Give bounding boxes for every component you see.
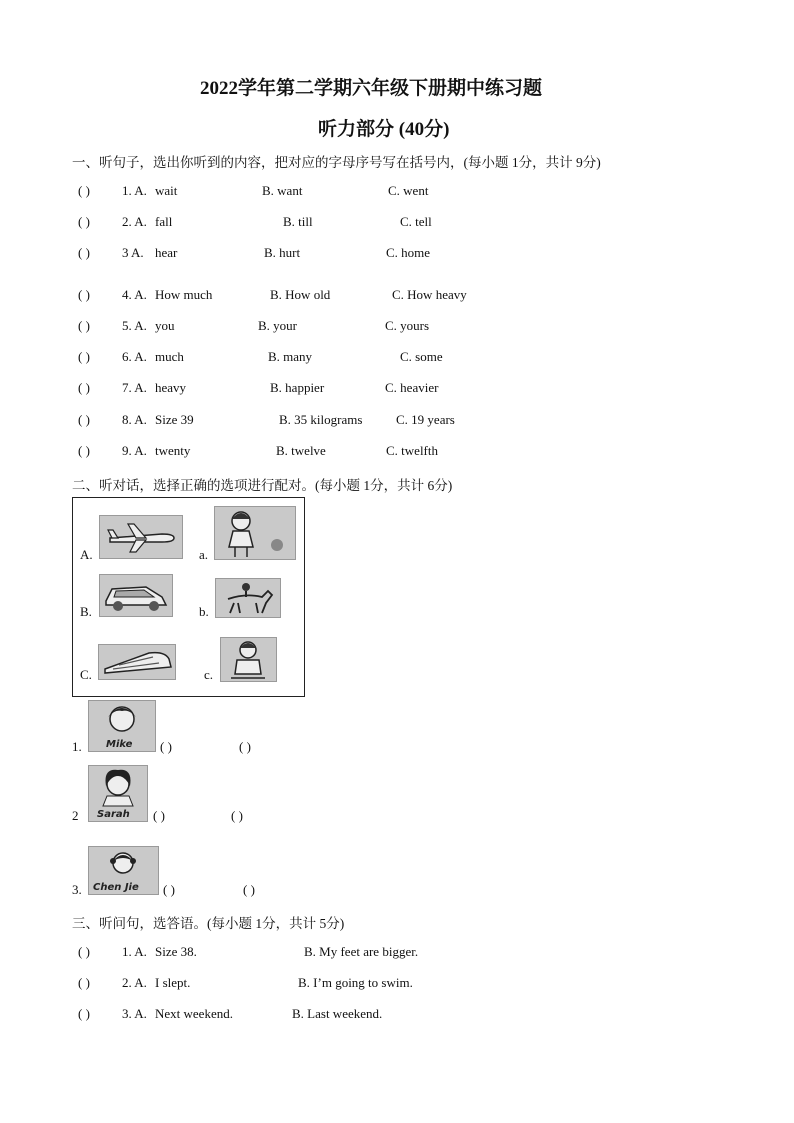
option-b: B. Last weekend. [292, 1006, 383, 1021]
page-subtitle: 听力部分 (40分) [318, 119, 450, 140]
answer-paren[interactable]: ( ) [78, 349, 90, 364]
option-c: C. yours [385, 318, 430, 333]
box-label: a. [199, 547, 209, 562]
train-icon [98, 644, 176, 680]
option-c: C. went [388, 183, 429, 198]
boy-icon [220, 637, 277, 682]
option-b: B. till [283, 214, 313, 229]
answer-paren[interactable]: ( ) [163, 882, 175, 897]
option-c: C. 19 years [396, 412, 455, 427]
avatar-name: Mike [106, 739, 133, 750]
box-label: C. [80, 667, 92, 682]
option-a: wait [155, 183, 178, 198]
option-a: fall [155, 214, 173, 229]
box-label: c. [204, 667, 214, 682]
question-number: 3. A. [122, 1006, 147, 1021]
option-a: Next weekend. [155, 1006, 233, 1021]
option-b: B. want [262, 183, 303, 198]
answer-paren[interactable]: ( ) [78, 443, 90, 458]
option-a: heavy [155, 380, 187, 395]
answer-paren[interactable]: ( ) [78, 1006, 90, 1021]
sarah-avatar-icon [88, 765, 148, 822]
question-number: 1. A. [122, 944, 147, 959]
option-b: B. My feet are bigger. [304, 944, 419, 959]
option-a: twenty [155, 443, 191, 458]
question-number: 4. A. [122, 287, 147, 302]
question-number: 1. [72, 739, 82, 754]
option-c: C. tell [400, 214, 432, 229]
car-icon [99, 574, 173, 617]
girl-icon [214, 506, 296, 560]
section3-heading: 三、听问句，选答语。(每小题 1分，共计 5分) [72, 916, 345, 931]
option-a: you [155, 318, 175, 333]
option-a: hear [155, 245, 178, 260]
plane-icon [99, 515, 183, 559]
answer-paren[interactable]: ( ) [160, 739, 172, 754]
answer-paren[interactable]: ( ) [153, 808, 165, 823]
option-b: B. hurt [264, 245, 301, 260]
answer-paren[interactable]: ( ) [239, 739, 251, 754]
question-number: 5. A. [122, 318, 147, 333]
question-number: 8. A. [122, 412, 147, 427]
answer-paren[interactable]: ( ) [78, 412, 90, 427]
answer-paren[interactable]: ( ) [78, 318, 90, 333]
answer-paren[interactable]: ( ) [78, 183, 90, 198]
option-b: B. 35 kilograms [279, 412, 363, 427]
option-a: How much [155, 287, 213, 302]
option-a: I slept. [155, 975, 191, 990]
mike-avatar-icon [88, 700, 156, 752]
option-b: B. I’m going to swim. [298, 975, 413, 990]
option-c: C. twelfth [386, 443, 438, 458]
answer-paren[interactable]: ( ) [78, 287, 90, 302]
option-b: B. happier [270, 380, 325, 395]
question-number: 1. A. [122, 183, 147, 198]
avatar-name: Sarah [97, 809, 130, 820]
section1-heading: 一、听句子，选出你听到的内容，把对应的字母序号写在括号内，(每小题 1分，共计 9分) [72, 155, 601, 170]
answer-paren[interactable]: ( ) [78, 214, 90, 229]
answer-paren[interactable]: ( ) [243, 882, 255, 897]
option-c: C. How heavy [392, 287, 467, 302]
question-number: 9. A. [122, 443, 147, 458]
answer-paren[interactable]: ( ) [78, 380, 90, 395]
answer-paren[interactable]: ( ) [231, 808, 243, 823]
option-c: C. heavier [385, 380, 439, 395]
question-number: 3 A. [122, 245, 144, 260]
answer-paren[interactable]: ( ) [78, 944, 90, 959]
page-title: 2022学年第二学期六年级下册期中练习题 [200, 78, 543, 99]
box-label: A. [80, 547, 93, 562]
question-number: 2. A. [122, 975, 147, 990]
question-number: 2 [72, 808, 79, 823]
box-label: b. [199, 604, 209, 619]
option-a: much [155, 349, 184, 364]
option-c: C. home [386, 245, 431, 260]
question-number: 7. A. [122, 380, 147, 395]
option-b: B. How old [270, 287, 331, 302]
chen-jie-avatar-icon [88, 846, 159, 895]
option-a: Size 38. [155, 944, 197, 959]
option-a: Size 39 [155, 412, 194, 427]
option-b: B. twelve [276, 443, 326, 458]
horse-rider-icon [215, 578, 281, 618]
answer-paren[interactable]: ( ) [78, 975, 90, 990]
avatar-name: Chen Jie [93, 882, 139, 893]
box-label: B. [80, 604, 92, 619]
option-b: B. many [268, 349, 313, 364]
question-number: 6. A. [122, 349, 147, 364]
answer-paren[interactable]: ( ) [78, 245, 90, 260]
option-b: B. your [258, 318, 297, 333]
option-c: C. some [400, 349, 443, 364]
question-number: 2. A. [122, 214, 147, 229]
question-number: 3. [72, 882, 82, 897]
section2-heading: 二、听对话，选择正确的选项进行配对。(每小题 1分，共计 6分) [72, 478, 453, 493]
